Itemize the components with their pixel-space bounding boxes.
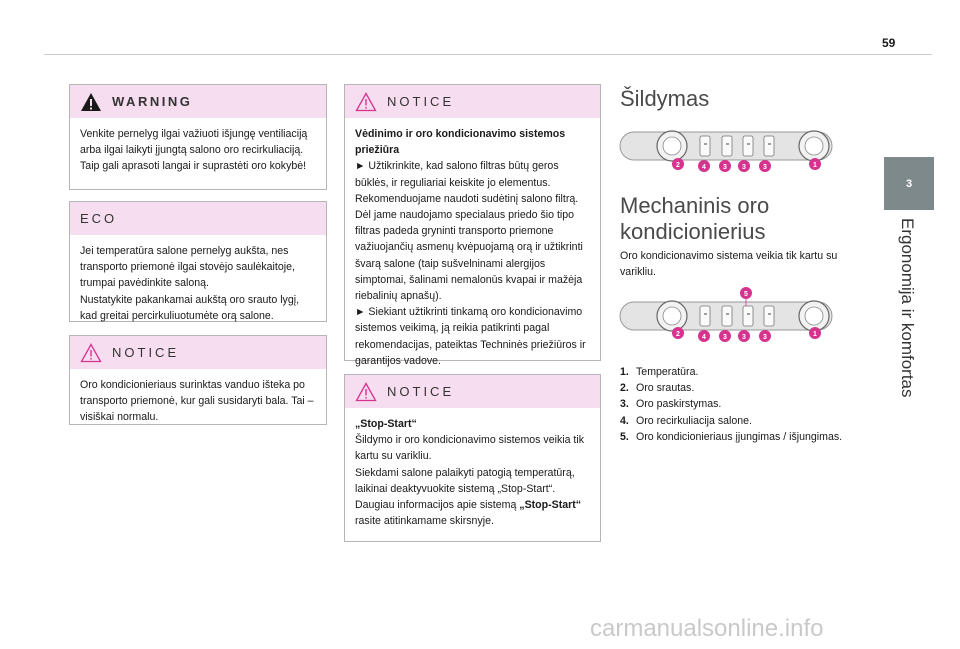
notice-box-heading: „Stop-Start“ bbox=[355, 418, 417, 430]
notice-box-bullet-1: ► Užtikrinkite, kad salono filtras būtų geros būklės, ir reguliariai keiskite jo elementus. bbox=[355, 160, 559, 189]
notice-box-stop-start bbox=[344, 374, 601, 542]
warning-box bbox=[69, 84, 327, 190]
notice-box-text-2: Siekdami salone palaikyti patogią temperatūrą, laikinai deaktyvuokite sistemą „Stop-Start“. bbox=[355, 466, 575, 495]
notice-box-header bbox=[345, 85, 600, 118]
climate-panel-illustration bbox=[618, 124, 834, 174]
notice-box-text: Oro kondicionieriaus surinktas vanduo išteka po transporto priemonė, kur gali susidaryti bala. Tai – visiškai normalu. bbox=[80, 379, 314, 424]
notice-box-header bbox=[345, 375, 600, 408]
notice-box-title: NOTICE bbox=[112, 345, 180, 360]
svg-text:3: 3 bbox=[742, 334, 746, 341]
notice-box-bullet-2: ► Siekiant užtikrinti tinkamą oro kondicionavimo sistemos veikimą, ją reikia patikrinti pagal rekomendacijas, pateiktas Techninės priežiūros ir garantijos vadove. bbox=[355, 306, 586, 367]
chapter-title: Ergonomija ir komfortas bbox=[898, 218, 917, 398]
warning-box-text: Venkite pernelyg ilgai važiuoti išjungę ventiliaciją arba ilgai laikyti įjungtą salono oro recirkuliaciją. Taip gali aprasoti langai ir suprastėti oro kokybė! bbox=[80, 128, 308, 173]
svg-text:5: 5 bbox=[744, 291, 748, 298]
notice-box-maintenance bbox=[344, 84, 601, 367]
notice-box-text-1: Šildymo ir oro kondicionavimo sistemos veikia tik kartu su varikliu. bbox=[355, 434, 585, 463]
notice-box-heading: Vėdinimo ir oro kondicionavimo sistemos priežiūra bbox=[355, 128, 566, 157]
warning-icon bbox=[80, 92, 102, 112]
section-heading-ac: Mechaninis oro kondicionierius bbox=[620, 193, 770, 244]
svg-text:2: 2 bbox=[676, 162, 680, 169]
eco-box-text-1: Jei temperatūra salone pernelyg aukšta, nes transporto priemonė ilgai stovėjo saulėkaitoje, trumpai pavėdinkite saloną. bbox=[80, 245, 295, 290]
svg-text:3: 3 bbox=[742, 164, 746, 171]
eco-box-text-2: Nustatykite pakankamai aukštą oro srauto lygį, kad greitai percirkuliuotumėte orą salone. bbox=[80, 293, 300, 322]
notice-box-text-3: Daugiau informacijos apie sistemą „Stop-Start“ rasite atitinkamame skirsnyje. bbox=[355, 499, 582, 528]
notice-box-title: NOTICE bbox=[387, 384, 455, 399]
legend-item: 2. Oro srautas. bbox=[620, 382, 695, 395]
svg-text:3: 3 bbox=[723, 164, 727, 171]
svg-text:3: 3 bbox=[723, 334, 727, 341]
svg-text:2: 2 bbox=[676, 331, 680, 338]
legend-list bbox=[620, 364, 842, 445]
legend-item: 4. Oro recirkuliacija salone. bbox=[620, 414, 752, 427]
section-heading-heating: Šildymas bbox=[620, 86, 710, 111]
chapter-tab[interactable]: 3 bbox=[884, 157, 934, 210]
notice-box-title: NOTICE bbox=[387, 94, 455, 109]
notice-icon bbox=[80, 343, 102, 363]
warning-box-title: WARNING bbox=[112, 94, 193, 109]
legend-item: 1. Temperatūra. bbox=[620, 366, 699, 378]
notice-icon bbox=[355, 382, 377, 402]
notice-box-header bbox=[70, 336, 326, 369]
eco-box bbox=[69, 201, 327, 322]
page-number: 59 bbox=[882, 36, 896, 50]
eco-box-header bbox=[70, 202, 326, 235]
notice-box-text: Rekomenduojame naudoti sudėtinį salono filtrą. Dėl jame naudojamo specialaus priedo šio tipo filtras padeda gryninti transporto priemone važiuojančių asmenų kvėpuojamą orą ir užtikrinti švarą salone (taip sušvelninami alergijos simptomai, šalinami nemalonūs kvapai ir mažėja riebalinių apnašų). bbox=[355, 192, 583, 303]
legend-item: 3. Oro paskirstymas. bbox=[620, 398, 722, 411]
notice-icon bbox=[355, 92, 377, 112]
notice-box-condensation bbox=[69, 335, 327, 425]
watermark: carmanualsonline.info bbox=[590, 615, 824, 642]
svg-text:4: 4 bbox=[702, 164, 706, 171]
svg-text:1: 1 bbox=[813, 162, 817, 169]
warning-box-header bbox=[70, 85, 326, 118]
svg-text:3: 3 bbox=[763, 164, 767, 171]
svg-text:1: 1 bbox=[813, 331, 817, 338]
eco-box-title: ECO bbox=[80, 211, 118, 226]
svg-text:4: 4 bbox=[702, 334, 706, 341]
legend-item: 5. Oro kondicionieriaus įjungimas / išjungimas. bbox=[620, 430, 843, 443]
ac-panel-illustration bbox=[618, 286, 834, 344]
ac-intro-text: Oro kondicionavimo sistema veikia tik kartu su varikliu. bbox=[620, 250, 838, 279]
svg-text:3: 3 bbox=[763, 334, 767, 341]
header-rule bbox=[44, 54, 932, 55]
